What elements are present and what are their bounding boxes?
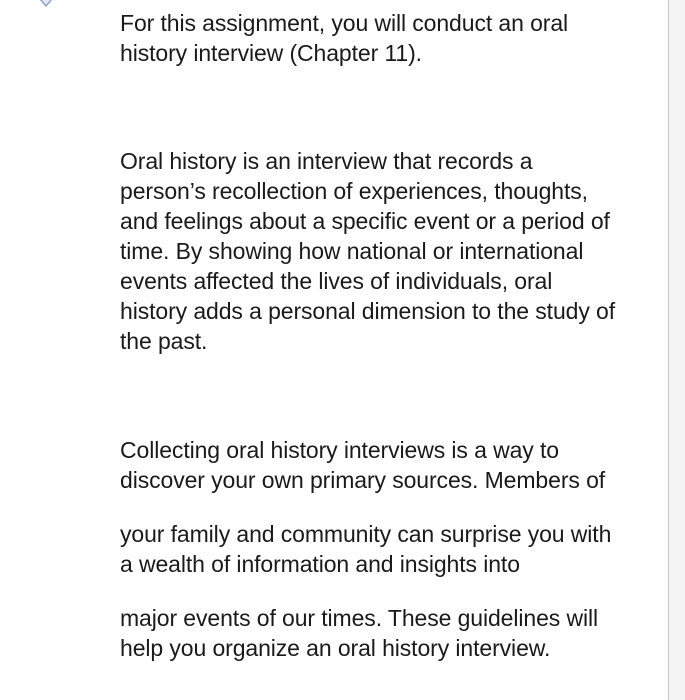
paragraph-collecting-interviews [120,435,665,495]
text-line: your family and community can surprise you with [120,521,612,547]
text-line: person’s recollection of experiences, thoughts, [120,178,588,204]
comment-pin-icon[interactable] [26,0,106,12]
paragraph-oral-history-definition [120,146,665,356]
text-line: Collecting oral history interviews is a way to [120,437,559,463]
text-line: For this assignment, you will conduct an oral [120,10,569,36]
paragraph-family-community [120,519,665,579]
text-line: discover your own primary sources. Members of [120,467,606,493]
text-line: major events of our times. These guidelines will [120,605,598,631]
page-gutter [669,0,685,700]
text-line: history interview (Chapter 11). [120,40,422,66]
text-line: events affected the lives of individuals, oral [120,268,553,294]
text-line: history adds a personal dimension to the study of [120,298,616,324]
text-line: the past. [120,328,208,354]
text-line: and feelings about a specific event or a period of [120,208,610,234]
text-line: a wealth of information and insights into [120,551,520,577]
text-line: time. By showing how national or international [120,238,584,264]
paragraph-intro [120,8,665,68]
text-line: Oral history is an interview that records a [120,148,533,174]
paragraph-guidelines [120,603,665,663]
text-line: help you organize an oral history interview. [120,635,551,661]
